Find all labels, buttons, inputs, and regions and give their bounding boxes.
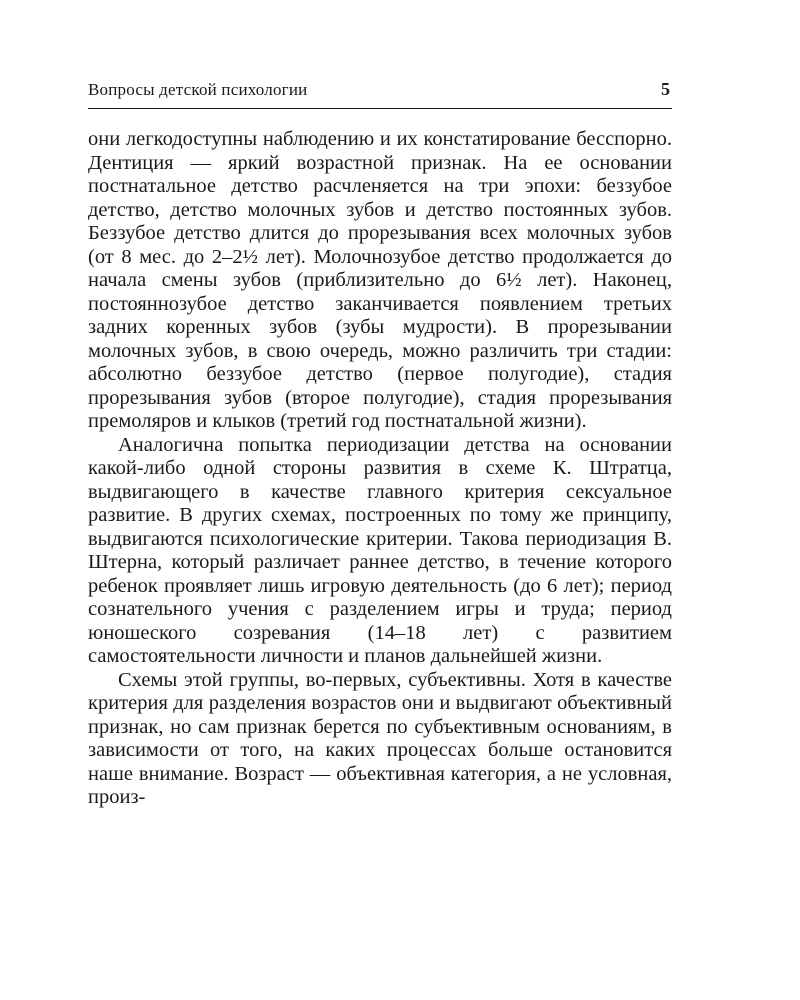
paragraph-2: Аналогична попытка периодизации детства на основании какой-либо одной стороны развития в схеме К. Штратца, выдвигающего в качестве главного критерия сексуальное развитие. В других схемах, построенных по тому же принципу, выдвигаются психологические критерии. Такова периодизация В. Штерна, который различает раннее детство, в течение которого ребенок проявляет лишь игровую деятельность (до 6 лет); период сознательного учения с разделением игры и труда; период юношеского созревания (14–18 лет) с развитием самостоятельности личности и планов дальнейшей жизни. — [88, 433, 672, 667]
page-number: 5 — [661, 79, 670, 99]
running-title: Вопросы детской психологии — [88, 80, 308, 99]
body-text — [88, 128, 672, 810]
paragraph-3: Схемы этой группы, во-первых, субъективны. Хотя в качестве критерия для разделения возрастов они и выдвигают объективный признак, но сам признак берется по субъективным основаниям, в зависимости от того, на каких процессах больше остановится наше внимание. Возраст — объективная категория, а не условная, произ- — [88, 668, 672, 808]
running-header — [88, 78, 672, 109]
paragraph-1: они легкодоступны наблюдению и их констатирование бесспорно. Дентиция — яркий возрастной признак. На ее основании постнатальное детство расчленяется на три эпохи: беззубое детство, детство молочных зубов и детство постоянных зубов. Беззубое детство длится до прорезывания всех молочных зубов (от 8 мес. до 2–2½ лет). Молочнозубое детство продолжается до начала смены зубов (приблизительно до 6½ лет). Наконец, постояннозубое детство заканчивается появлением третьих задних коренных зубов (зубы мудрости). В прорезывании молочных зубов, в свою очередь, можно различить три стадии: абсолютно беззубое детство (первое полугодие), стадия прорезывания зубов (второе полугодие), стадия прорезывания премоляров и клыков (третий год постнатальной жизни). — [88, 128, 672, 432]
